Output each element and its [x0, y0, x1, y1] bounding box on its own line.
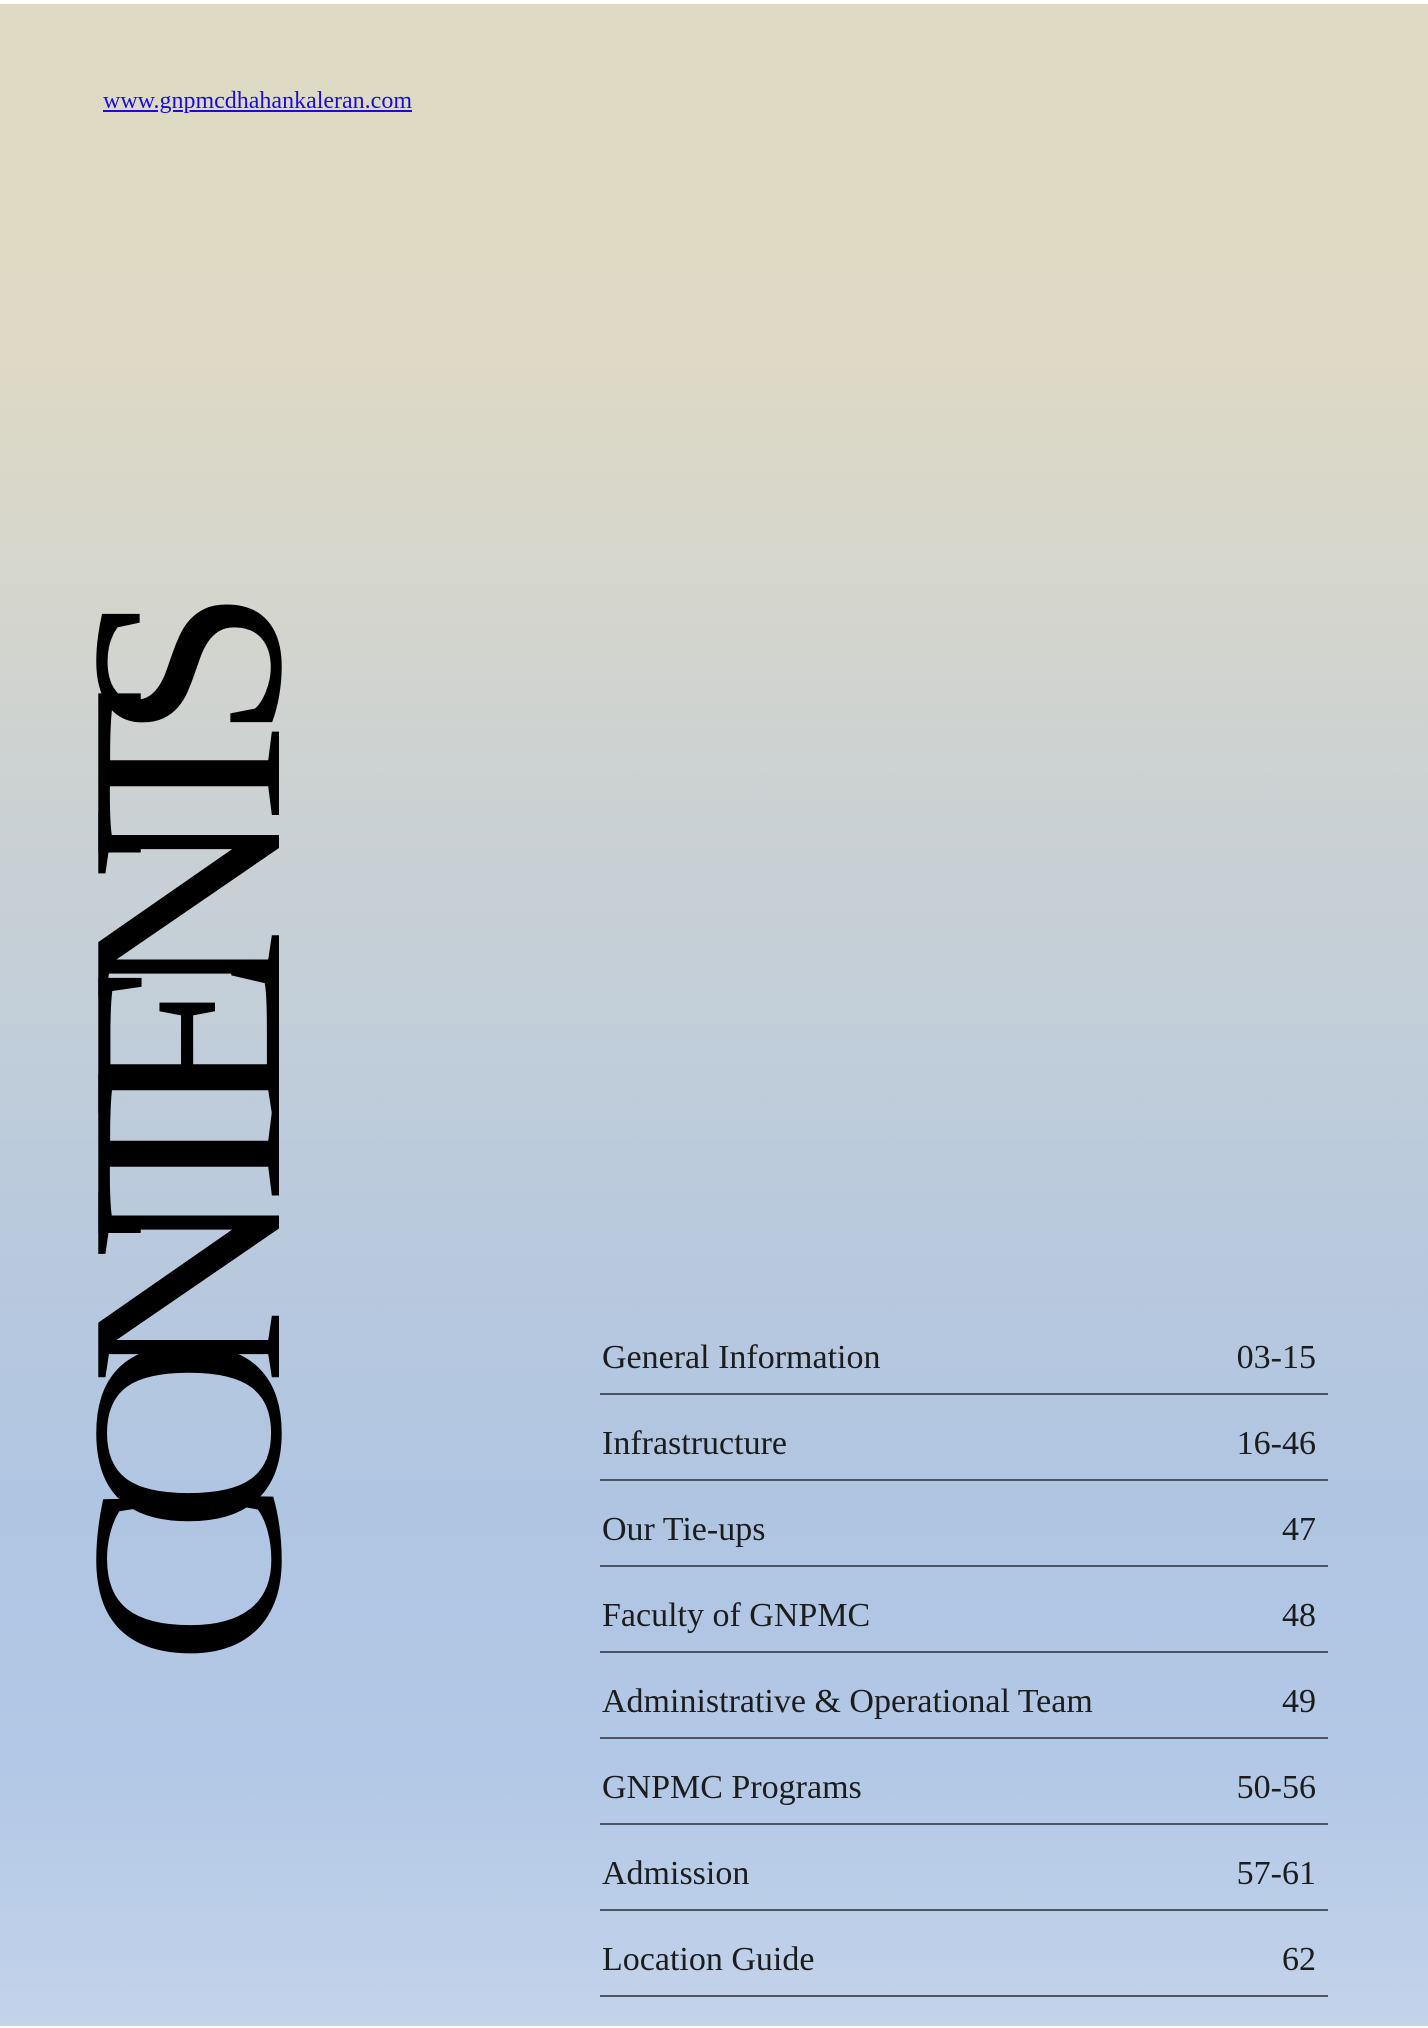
toc-row-infrastructure[interactable]: [600, 1395, 1328, 1481]
toc-entry-title: Location Guide: [602, 1941, 815, 1978]
toc-row-programs[interactable]: [600, 1739, 1328, 1825]
toc-entry-title: Our Tie-ups: [602, 1511, 766, 1548]
toc-entry-pages: 49: [1282, 1683, 1316, 1720]
toc-entry-pages: 16-46: [1236, 1425, 1316, 1462]
toc-entry-pages: 62: [1282, 1941, 1316, 1978]
toc-entry-pages: 57-61: [1236, 1855, 1316, 1892]
toc-entry-pages: 47: [1282, 1511, 1316, 1548]
brochure-page: [0, 4, 1428, 2026]
toc-entry-title: Infrastructure: [602, 1425, 788, 1462]
toc-entry-pages: 50-56: [1236, 1769, 1316, 1806]
website-link[interactable]: www.gnpmcdhahankaleran.com: [103, 88, 412, 114]
toc-row-administrative-team[interactable]: [600, 1653, 1328, 1739]
table-of-contents: [600, 1309, 1328, 1997]
toc-entry-title: Faculty of GNPMC: [602, 1597, 871, 1634]
contents-heading: CONTENTS: [33, 639, 339, 1665]
toc-row-faculty[interactable]: [600, 1567, 1328, 1653]
toc-row-our-tie-ups[interactable]: [600, 1481, 1328, 1567]
toc-entry-title: General Information: [602, 1339, 881, 1376]
toc-entry-title: Admission: [602, 1855, 750, 1892]
toc-entry-title: GNPMC Programs: [602, 1769, 862, 1806]
toc-row-general-information[interactable]: [600, 1309, 1328, 1395]
toc-entry-title: Administrative & Operational Team: [602, 1683, 1093, 1720]
toc-entry-pages: 48: [1282, 1597, 1316, 1634]
toc-row-location-guide[interactable]: [600, 1911, 1328, 1997]
toc-row-admission[interactable]: [600, 1825, 1328, 1911]
toc-entry-pages: 03-15: [1236, 1339, 1316, 1376]
